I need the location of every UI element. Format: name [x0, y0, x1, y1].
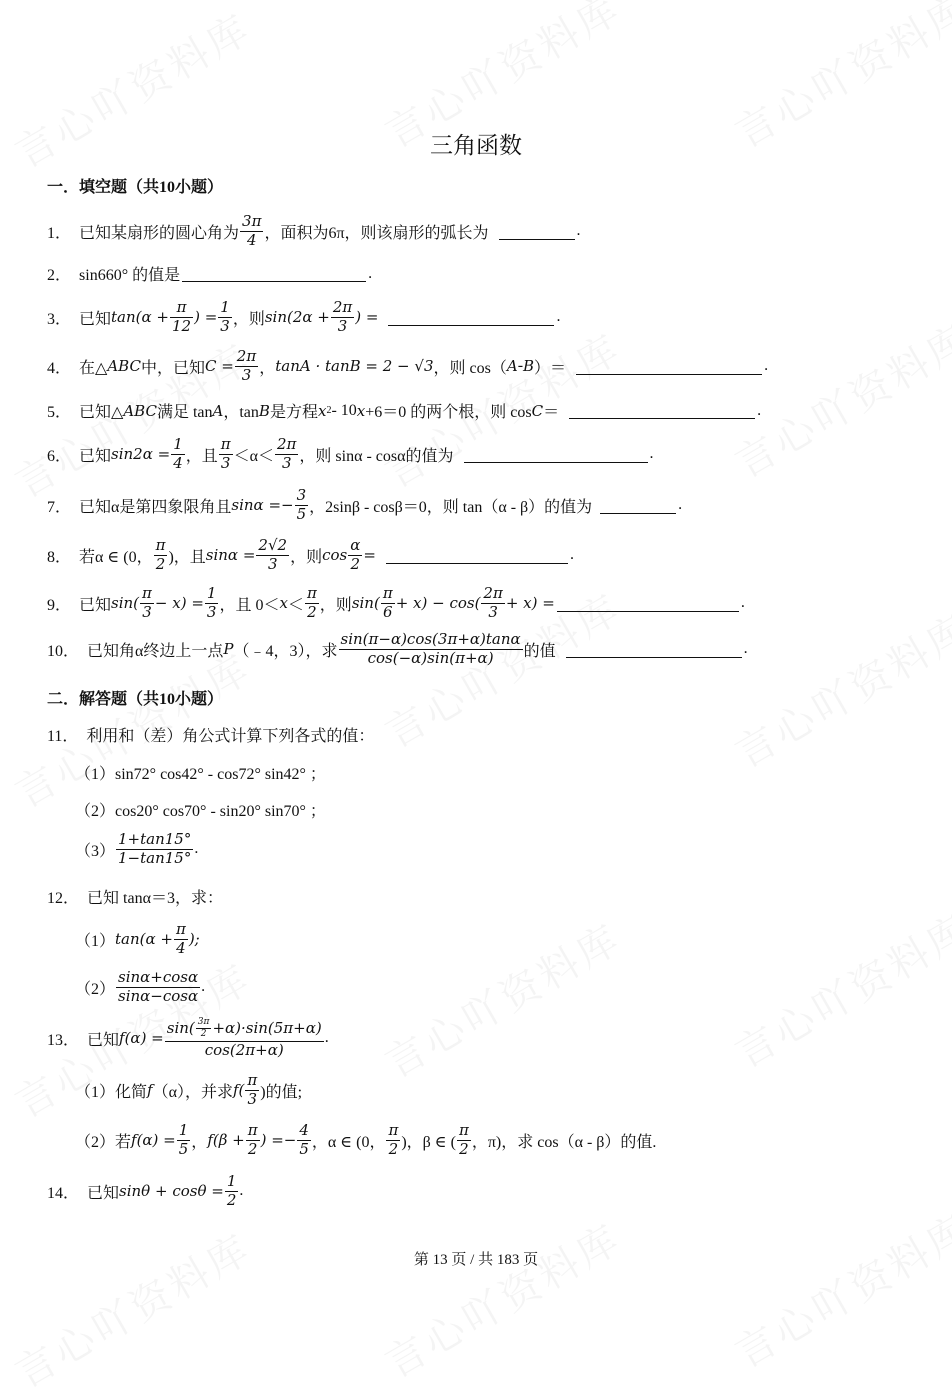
question-12 [47, 885, 223, 908]
question-text: ，π)，求 cos（α - β）的值. [471, 1133, 657, 1151]
question-number: 14． [47, 1184, 80, 1202]
fraction: $\frac{\pi}{2}$ [306, 584, 317, 621]
question-text: ，则 cos（ [433, 359, 507, 377]
math-expression: C [531, 401, 544, 420]
fraction: sin( $\frac{3\pi}{2}$ +α)·sin(5π+α) cos(2π+α) [166, 1017, 322, 1059]
question-text: ，α ∈ (0， [311, 1133, 386, 1151]
period: . [649, 445, 654, 463]
question-text: +6＝0 的两个根，则 cos [365, 404, 532, 421]
question-text: )，且 [168, 548, 206, 566]
fraction: $\frac{\pi}{3}$ [220, 435, 231, 472]
question-text: ＝ [543, 404, 560, 421]
period: . [368, 264, 373, 282]
question-3 [47, 300, 560, 335]
question-text: ＜ [287, 596, 304, 614]
watermark [373, 1208, 630, 1389]
math-expression: A [506, 357, 518, 376]
fraction: $\frac{1}{2}$ [226, 1172, 237, 1209]
fraction: $\frac{\pi}{2}$ [388, 1121, 399, 1158]
math-expression: sinα =− [231, 496, 294, 515]
math-expression: ABC [123, 401, 157, 420]
fraction: $\frac{\sin\alpha+\cos\alpha}{\sin\alpha-\cos\alpha}$ [118, 968, 199, 1005]
watermark [3, 1218, 260, 1399]
fraction: $\frac{\pi}{2}$ [458, 1121, 469, 1158]
period: . [764, 357, 769, 375]
answer-blank[interactable] [566, 641, 742, 658]
fraction: $\frac{2\pi}{3}$ [236, 347, 257, 384]
page-footer: 第 13 页 / 共 183 页 [413, 1252, 539, 1268]
period: . [757, 401, 762, 419]
question-number: 10． [47, 642, 80, 660]
fraction: $\frac{1+\tan 15^\circ}{1-\tan 15^\circ}$ [118, 830, 192, 867]
part-label: （2）若 [75, 1133, 132, 1151]
math-expression: − x) = [154, 594, 204, 613]
question-text: 已知 [87, 1184, 120, 1202]
question-number: 13． [47, 1031, 80, 1049]
math-expression: x [356, 401, 366, 420]
question-text: - [517, 357, 524, 375]
question-13-part-2 [75, 1123, 656, 1158]
answer-blank[interactable] [388, 309, 554, 326]
question-11-part-1: （1）sin72° cos42° - cos72° sin42° ； [75, 766, 326, 783]
question-text: ，则 [319, 596, 352, 614]
question-text: 已知 [79, 310, 112, 328]
question-8 [47, 538, 574, 573]
math-expression: cos [322, 546, 348, 565]
question-text: ，且 [185, 447, 218, 465]
question-14 [47, 1174, 243, 1209]
math-expression: tanA · tanB = 2 − √3 [275, 357, 434, 376]
math-expression: tan(α + [111, 308, 169, 327]
question-text: ， [259, 359, 276, 377]
math-expression: sinα = [205, 546, 256, 565]
math-expression: f [147, 1081, 153, 1100]
fraction: $\frac{2\pi}{3}$ [483, 584, 503, 621]
part-label: （2） [75, 980, 116, 998]
math-expression: x [279, 594, 288, 613]
question-text: 是方程 [269, 404, 318, 421]
question-text: 中，已知 [140, 359, 205, 377]
period: . [740, 594, 745, 612]
math-expression: ) = [194, 308, 218, 327]
math-expression: + x) = [505, 594, 555, 613]
fraction: $\frac{1}{5}$ [178, 1121, 189, 1158]
part-label: （1）化简 [75, 1083, 148, 1101]
question-12-part-2 [75, 970, 205, 1005]
fraction: $\frac{\pi}{2}$ [155, 536, 166, 573]
question-11-part-3 [75, 832, 198, 867]
question-text: ，则 [232, 310, 265, 328]
question-12-part-1 [75, 922, 200, 957]
page-title: 三角函数 [430, 133, 522, 158]
watermark [723, 598, 952, 779]
question-number: 1． [47, 224, 72, 242]
question-10 [47, 632, 748, 667]
question-text: - 10 [331, 401, 357, 419]
question-text: ，则 sinα - cosα的值为 [299, 447, 454, 465]
period: . [743, 640, 748, 658]
math-expression: ) =− [260, 1131, 297, 1150]
watermark [723, 898, 952, 1079]
question-number: 12． [47, 890, 80, 907]
question-text: 若α ∈ (0， [79, 548, 153, 566]
section-heading-answer: 二．解答题（共10小题） [47, 691, 224, 708]
question-number: 2． [47, 267, 72, 284]
math-expression: B [523, 357, 535, 376]
part-label: （1） [75, 932, 116, 950]
question-text: 利用和（差）角公式计算下列各式的值： [86, 728, 375, 745]
question-text: ，2sinβ - cosβ＝0，则 tan（α - β）的值为 [309, 498, 593, 516]
fraction: $\frac{\alpha}{2}$ [350, 536, 361, 573]
period: . [324, 1029, 329, 1047]
fraction: $\frac{\pi}{12}$ [171, 298, 192, 335]
question-text: sin660° 的值是 [79, 267, 181, 284]
watermark [723, 1198, 952, 1379]
question-number: 8． [47, 548, 72, 566]
question-text: 已知某扇形的圆心角为 [79, 224, 240, 242]
answer-blank[interactable] [182, 265, 366, 282]
answer-blank[interactable] [386, 547, 568, 564]
period: . [576, 222, 581, 240]
question-text: ，则 [290, 548, 323, 566]
question-text: ，面积为6π，则该扇形的弧长为 [264, 224, 489, 242]
question-text: 满足 tan [156, 404, 213, 421]
question-number: 11． [47, 728, 79, 745]
part-label: （3） [75, 842, 116, 860]
math-expression: sin( [111, 594, 140, 613]
math-expression: f(α) = [119, 1029, 164, 1048]
math-expression: f(α) = [131, 1131, 176, 1150]
period: . [201, 978, 206, 996]
question-text: 已知△ [79, 404, 124, 421]
question-5 [47, 399, 761, 422]
math-expression: sinθ + cosθ = [119, 1182, 224, 1201]
question-text: ）＝ [534, 359, 567, 377]
answer-blank[interactable] [557, 595, 739, 612]
fraction: $\frac{4}{5}$ [299, 1121, 309, 1158]
answer-blank[interactable] [576, 358, 762, 375]
math-expression: ) = [355, 308, 379, 327]
fraction: $\frac{\pi}{3}$ [247, 1071, 258, 1108]
math-expression: P [223, 640, 234, 659]
math-expression: + x) − cos( [395, 594, 481, 613]
answer-blank[interactable] [499, 223, 575, 240]
fraction: $\frac{1}{3}$ [220, 298, 230, 335]
question-1 [47, 214, 581, 249]
math-expression: A [212, 401, 224, 420]
math-expression: f( [232, 1081, 245, 1100]
period: . [569, 546, 574, 564]
fraction: $\frac{2\pi}{3}$ [332, 298, 353, 335]
question-number: 5． [47, 404, 72, 421]
question-text: ，且 0＜ [219, 596, 280, 614]
question-text: 的值 [523, 642, 556, 660]
math-expression: ); [188, 930, 200, 949]
question-text: )的值; [260, 1083, 303, 1101]
question-text: )，β ∈ ( [401, 1133, 456, 1151]
watermark [373, 908, 630, 1089]
question-text: ， [191, 1133, 208, 1151]
period: . [194, 840, 199, 858]
question-2 [47, 262, 372, 285]
fraction: $\frac{\sin(\pi-\alpha)\cos(3\pi+\alpha)\tan\alpha}{\cos(-\alpha)\sin(\pi+\alpha)}$ [340, 630, 521, 667]
math-expression: C = [204, 357, 234, 376]
math-expression: B [258, 401, 270, 420]
question-number: 6． [47, 447, 72, 465]
question-text: ＜α＜ [233, 447, 275, 465]
section-heading-fill-blank: 一．填空题（共10小题） [47, 179, 224, 196]
question-7 [47, 488, 682, 523]
question-text: 在△ [79, 359, 108, 377]
question-text: 已知 tanα＝3，求： [87, 890, 223, 907]
question-11-part-2: （2）cos20° cos70° - sin20° sin70° ； [75, 803, 326, 820]
question-text: （﹣4，3），求 [233, 642, 338, 660]
question-6 [47, 437, 654, 472]
question-text: 已知角α终边上一点 [87, 642, 224, 660]
fraction: $\frac{1}{3}$ [206, 584, 217, 621]
question-number: 7． [47, 498, 72, 516]
math-expression: ABC [107, 357, 141, 376]
fraction: $\frac{1}{4}$ [173, 435, 183, 472]
question-text: 已知 [79, 596, 112, 614]
question-text: ，tan [223, 404, 259, 421]
fraction: $\frac{\pi}{2}$ [247, 1121, 258, 1158]
question-9 [47, 586, 745, 621]
question-11 [47, 723, 374, 746]
answer-blank[interactable] [569, 402, 755, 419]
fraction: $\frac{2√2}{3}$ [258, 536, 288, 573]
question-text: （α），并求 [152, 1083, 233, 1101]
answer-blank[interactable] [464, 446, 648, 463]
question-text: 已知 [79, 447, 112, 465]
period: . [556, 308, 561, 326]
math-expression: sin2α = [111, 445, 171, 464]
period: . [239, 1182, 244, 1200]
fraction: $\frac{\pi}{6}$ [382, 584, 393, 621]
question-number: 9． [47, 596, 72, 614]
fraction: $\frac{\pi}{4}$ [175, 920, 186, 957]
fraction: $\frac{3}{5}$ [296, 486, 307, 523]
math-expression: x [317, 401, 327, 420]
period: . [678, 496, 683, 514]
question-number: 4． [47, 359, 72, 377]
math-expression: = [363, 546, 376, 565]
question-13 [47, 1018, 329, 1059]
math-expression: sin( [351, 594, 380, 613]
question-13-part-1 [75, 1073, 302, 1108]
question-text: 已知 [87, 1031, 120, 1049]
math-expression: tan(α + [115, 930, 173, 949]
question-text: 已知α是第四象限角且 [79, 498, 232, 516]
fraction: $\frac{2\pi}{3}$ [277, 435, 297, 472]
math-expression: sin(2α + [264, 308, 330, 327]
question-4 [47, 349, 768, 384]
question-number: 3． [47, 310, 72, 328]
math-expression: f(β + [207, 1131, 245, 1150]
superscript: 2 [326, 405, 332, 416]
answer-blank[interactable] [600, 497, 676, 514]
fraction: $\frac{\pi}{3}$ [142, 584, 152, 621]
fraction: $\frac{3\pi}{4}$ [242, 212, 262, 249]
